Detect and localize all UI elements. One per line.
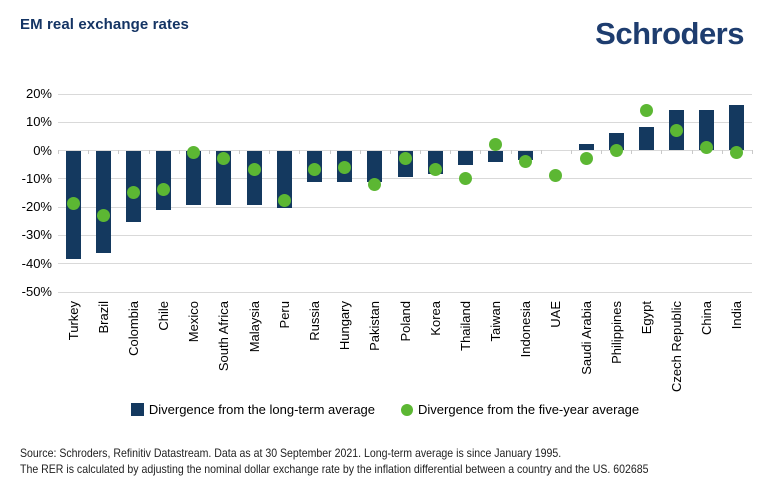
dot-pakistan <box>368 178 381 191</box>
axis-tick <box>661 150 662 154</box>
gridline <box>58 122 752 123</box>
x-label-hungary: Hungary <box>337 301 353 351</box>
gridline <box>58 292 752 293</box>
x-label-uae: UAE <box>548 301 564 328</box>
y-axis-label: -50% <box>21 284 52 299</box>
dot-india <box>730 146 743 159</box>
axis-tick <box>722 150 723 154</box>
dot-malaysia <box>248 163 261 176</box>
axis-tick <box>541 150 542 154</box>
bar-thailand <box>458 151 473 165</box>
x-label-thailand: Thailand <box>457 301 473 351</box>
dot-hungary <box>338 161 351 174</box>
x-label-pakistan: Pakistan <box>367 301 383 351</box>
dot-indonesia <box>519 155 532 168</box>
axis-tick <box>269 150 270 154</box>
dot-poland <box>399 152 412 165</box>
axis-tick <box>179 150 180 154</box>
axis-tick <box>390 150 391 154</box>
axis-tick <box>631 150 632 154</box>
dot-china <box>700 141 713 154</box>
dot-turkey <box>67 197 80 210</box>
gridline <box>58 235 752 236</box>
legend-label-long-term: Divergence from the long-term average <box>148 402 376 417</box>
dot-colombia <box>127 186 140 199</box>
dot-uae <box>549 169 562 182</box>
x-label-russia: Russia <box>306 301 322 341</box>
axis-tick <box>360 150 361 154</box>
y-axis-label: -20% <box>21 199 52 215</box>
bar-chile <box>156 151 171 210</box>
schroders-logo: Schroders <box>595 16 744 51</box>
axis-tick <box>58 150 59 154</box>
bar-egypt <box>639 127 654 150</box>
x-label-south-africa: South Africa <box>216 301 232 372</box>
dot-czech-republic <box>670 124 683 137</box>
dot-philippines <box>610 144 623 157</box>
axis-tick <box>209 150 210 154</box>
x-label-colombia: Colombia <box>125 301 141 356</box>
source-line-2: The RER is calculated by adjusting the nominal dollar exchange rate by the inflation differential between a country and the US. 602685 <box>20 461 649 476</box>
x-label-malaysia: Malaysia <box>246 301 262 353</box>
axis-tick <box>692 150 693 154</box>
x-label-brazil: Brazil <box>95 301 111 334</box>
y-axis-label: -30% <box>21 227 52 243</box>
x-label-korea: Korea <box>427 301 443 336</box>
y-axis-label: 10% <box>25 114 52 130</box>
dot-korea <box>429 163 442 176</box>
axis-tick <box>239 150 240 154</box>
bar-swatch-icon <box>131 403 144 416</box>
axis-tick <box>88 150 89 154</box>
x-label-china: China <box>699 301 715 335</box>
axis-tick <box>450 150 451 154</box>
axis-tick <box>511 150 512 154</box>
dot-saudi-arabia <box>580 152 593 165</box>
bar-brazil <box>96 151 111 253</box>
dot-swatch-icon <box>401 404 413 416</box>
bar-taiwan <box>488 151 503 162</box>
source-line-1: Source: Schroders, Refinitiv Datastream. Data as at 30 September 2021. Long-term average is since January 1995. <box>20 446 562 460</box>
x-label-egypt: Egypt <box>638 301 654 335</box>
axis-tick <box>330 150 331 154</box>
y-axis-label: 0% <box>33 142 52 158</box>
y-axis-label: -40% <box>21 255 52 271</box>
axis-tick <box>480 150 481 154</box>
x-label-indonesia: Indonesia <box>518 301 534 358</box>
y-axis-label: -10% <box>21 170 52 186</box>
y-axis-label: 20% <box>25 86 52 101</box>
bar-malaysia <box>247 151 262 205</box>
axis-tick <box>571 150 572 154</box>
x-label-turkey: Turkey <box>65 301 81 341</box>
bar-mexico <box>186 151 201 205</box>
legend-item-long-term <box>131 402 375 417</box>
axis-tick <box>299 150 300 154</box>
axis-tick <box>601 150 602 154</box>
bar-india <box>729 105 744 150</box>
x-label-poland: Poland <box>397 301 413 342</box>
x-label-chile: Chile <box>156 301 172 331</box>
legend-label-five-year: Divergence from the five-year average <box>418 402 640 417</box>
x-label-philippines: Philippines <box>608 301 624 364</box>
gridline <box>58 263 752 264</box>
axis-tick <box>420 150 421 154</box>
dot-brazil <box>97 209 110 222</box>
x-label-mexico: Mexico <box>186 301 202 343</box>
dot-egypt <box>640 104 653 117</box>
x-label-czech-republic: Czech Republic <box>669 301 685 393</box>
x-label-taiwan: Taiwan <box>488 301 504 342</box>
chart-legend <box>0 402 770 417</box>
axis-tick <box>149 150 150 154</box>
bar-saudi-arabia <box>579 144 594 150</box>
gridline <box>58 94 752 95</box>
dot-taiwan <box>489 138 502 151</box>
dot-thailand <box>459 172 472 185</box>
axis-tick <box>118 150 119 154</box>
x-label-india: India <box>729 301 745 330</box>
source-note <box>20 446 759 477</box>
page-title: EM real exchange rates <box>20 16 189 33</box>
x-label-peru: Peru <box>276 301 292 329</box>
x-label-saudi-arabia: Saudi Arabia <box>578 301 594 375</box>
axis-tick <box>752 150 753 154</box>
legend-item-five-year <box>401 402 639 417</box>
